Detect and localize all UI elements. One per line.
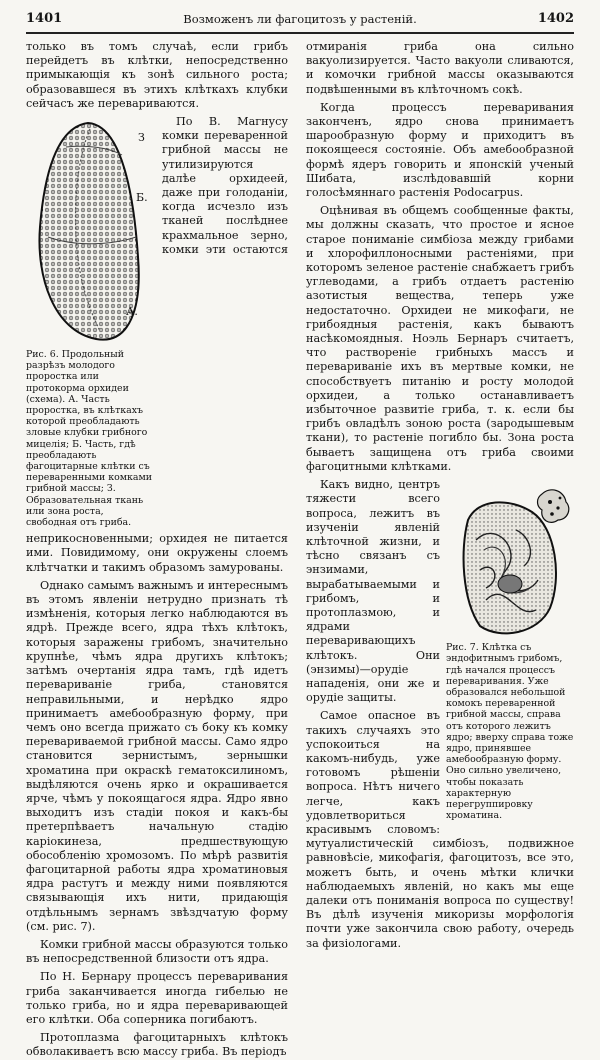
figure-6-label-z: З [138,131,145,145]
figure-6 [26,117,156,528]
left-paragraph-3: Однако самымъ важнымъ и интереснымъ въ этомъ явленіи нетрудно признать тѣ измѣненія, которыя легко наблюдаются въ ядрѣ. Прежде всего, ядра тѣхъ клѣтокъ, которыя заражены грибомъ, значительно крупнѣе, чѣмъ ядра другихъ клѣтокъ; затѣмъ очертанія ядра тамъ, гдѣ идетъ перевариваніе гриба, становятся неправильными, и нерѣдко ядро принимаетъ амебообразную форму, при чемъ оно всегда прижато съ боку къ комку перевариваемой грибной массы. Само ядро становится зернистымъ, зернышки хроматина при окраскѣ гематоксилиномъ, выдѣляются очень ярко и окрашивается ярче, чѣмъ у покоящагося ядра. Ядро явно выходитъ изъ стадіи покоя и какъ-бы претерпѣваетъ начальную стадію каріокинеза, предшествующую обособленію хромозомъ. По мѣрѣ развитія фагоцитарной работы ядра хроматиновыя ядра растутъ и между ними появляются связывающія ихъ нити, придающія отдѣльнымъ зернамъ звѣздчатую форму (см. рис. 7). [26,578,288,933]
right-paragraph-5: Самое опасное въ такихъ случаяхъ это успокоиться на какомъ-нибудь, уже готовомъ рѣшеніи вопроса. Нѣтъ ничего легче, какъ удовлетвориться красивымъ словомъ: мутуалистическій симбіозъ, подвижное равновѣсіе, микофагія, фагоцитозъ, все это, можетъ быть, и очень мѣтки клички наблюдаемыхъ явленій, но какъ мы еще далеки отъ пониманія вопроса по существу! Въ дѣлѣ изученія микоризы морфологія почти уже закончила свою работу, очередь за физіологами. [306,709,574,950]
left-paragraph-2: По В. Магнусу комки переваренной грибной массы не утилизируются далѣе орхидеей, даже при голоданіи, когда исчезло изъ тканей послѣднее крахмальное зерно, комки эти остаются неприкосновенными; орхидея не питается ими. Повидимому, они окружены слоемъ клѣтчатки и такимъ образомъ замурованы. [26,115,288,574]
left-paragraph-4: Комки грибной массы образуются только въ непосредственной близости отъ ядра. [26,937,288,966]
page-number-left: 1401 [26,11,63,26]
right-paragraph-1: отмиранія гриба она сильно вакуолизируется. Часто вакуоли сливаются, и комочки грибной массы оказываются подвѣшенными въ клѣточномъ сокѣ. [306,40,574,96]
figure-7-caption: Рис. 7. Клѣтка съ эндофитнымъ грибомъ, гдѣ начался процессъ переваривания. Уже образовался небольшой комокъ переваренной грибной массы, справа отъ которого лежитъ ядро; вверху справа тоже ядро, принявшее амебообразную форму. Оно сильно увеличено, чтобы показать характерную перегруппировку хроматина. [446,642,574,822]
figure-6-illustration [26,117,156,347]
figure-6-label-b: Б. [136,191,148,205]
figure-6-label-a: А. [126,305,138,319]
figure-6-caption: Рис. 6. Продольный разрѣзъ молодого проростка или протокорма орхидеи (схема). А. Часть проростка, въ клѣткахъ которой преобладають зловые клубки грибного мицелія; Б. Часть, гдѣ преобладають фагоцитарные клѣтки съ переваренными комками грибной массы; З. Образовательная ткань или зона роста, свободная отъ гриба. [26,349,153,529]
running-title: Возможенъ ли фагоцитозъ у растеній. [183,12,417,26]
figure-7 [446,480,574,821]
page-number-right: 1402 [537,11,574,26]
right-column [306,40,574,950]
right-paragraph-2: Когда процессъ переваривания законченъ, ядро снова принимаетъ шарообразную форму и приходитъ въ покоящееся состояніе. Объ амебообразной формѣ ядеръ говорить и японскій ученый Шибата, изслѣдовавшій корни голосѣмяннаго растенія Podocarpus. [306,100,574,200]
left-column [26,40,288,1059]
page-header [26,11,574,29]
right-paragraph-4: Какъ видно, центръ тяжести всего вопроса, лежитъ въ изученіи явленій клѣточной жизни, и тѣсно связанъ съ энзимами, вырабатываемыми и грибомъ, и протоплазмою, и ядрами переваривающихъ клѣтокъ. Они (энзимы)—орудіе нападенія, они же и орудіе защиты. [306,478,440,705]
figure-7-illustration [446,480,574,640]
right-paragraph-3: Оцѣнивая въ общемъ сообщенные факты, мы должны сказать, что простое и ясное старое пониманіе симбіоза между грибами и хлорофиллоносными растеніями, при которомъ зеленое растеніе снабжаетъ грибъ углеводами, а грибъ отдаетъ растенію азотистыя вещества, теперь уже недостаточно. Орхидеи не микофаги, не грибоядныя растенія, какъ бываютъ насѣкомоядныя. Ноэль Бернаръ считаетъ, что раствореніе грибныхъ массъ и перевариваніе ихъ въ мертвые комки, не способствуетъ питанію и росту молодой орхидеи, а только останавливаетъ избыточное развитіе гриба, т. к. если бы грибъ овладѣлъ зоною роста (зародышевым ткани), то растеніе погибло бы. Зона роста бываетъ защищена отъ гриба своими фагоцитными клѣтками. [306,204,574,473]
left-paragraph-5: По Н. Бернару процессъ переваривания гриба заканчивается иногда гибелью не только гриба, но и ядра переваривающей его клѣтки. Оба соперника погибаютъ. [26,970,288,1026]
left-paragraph-1: только въ томъ случаѣ, если грибъ перейдетъ въ клѣтки, непосредственно примыкающія къ зонѣ сильного роста; образовавшеся въ этихъ клѣткахъ клубки сейчасъ же перевариваются. [26,40,288,110]
left-paragraph-6: Протоплазма фагоцитарныхъ клѣтокъ обволакиваетъ всю массу гриба. Въ періодъ [26,1031,288,1059]
header-rule [26,32,574,34]
